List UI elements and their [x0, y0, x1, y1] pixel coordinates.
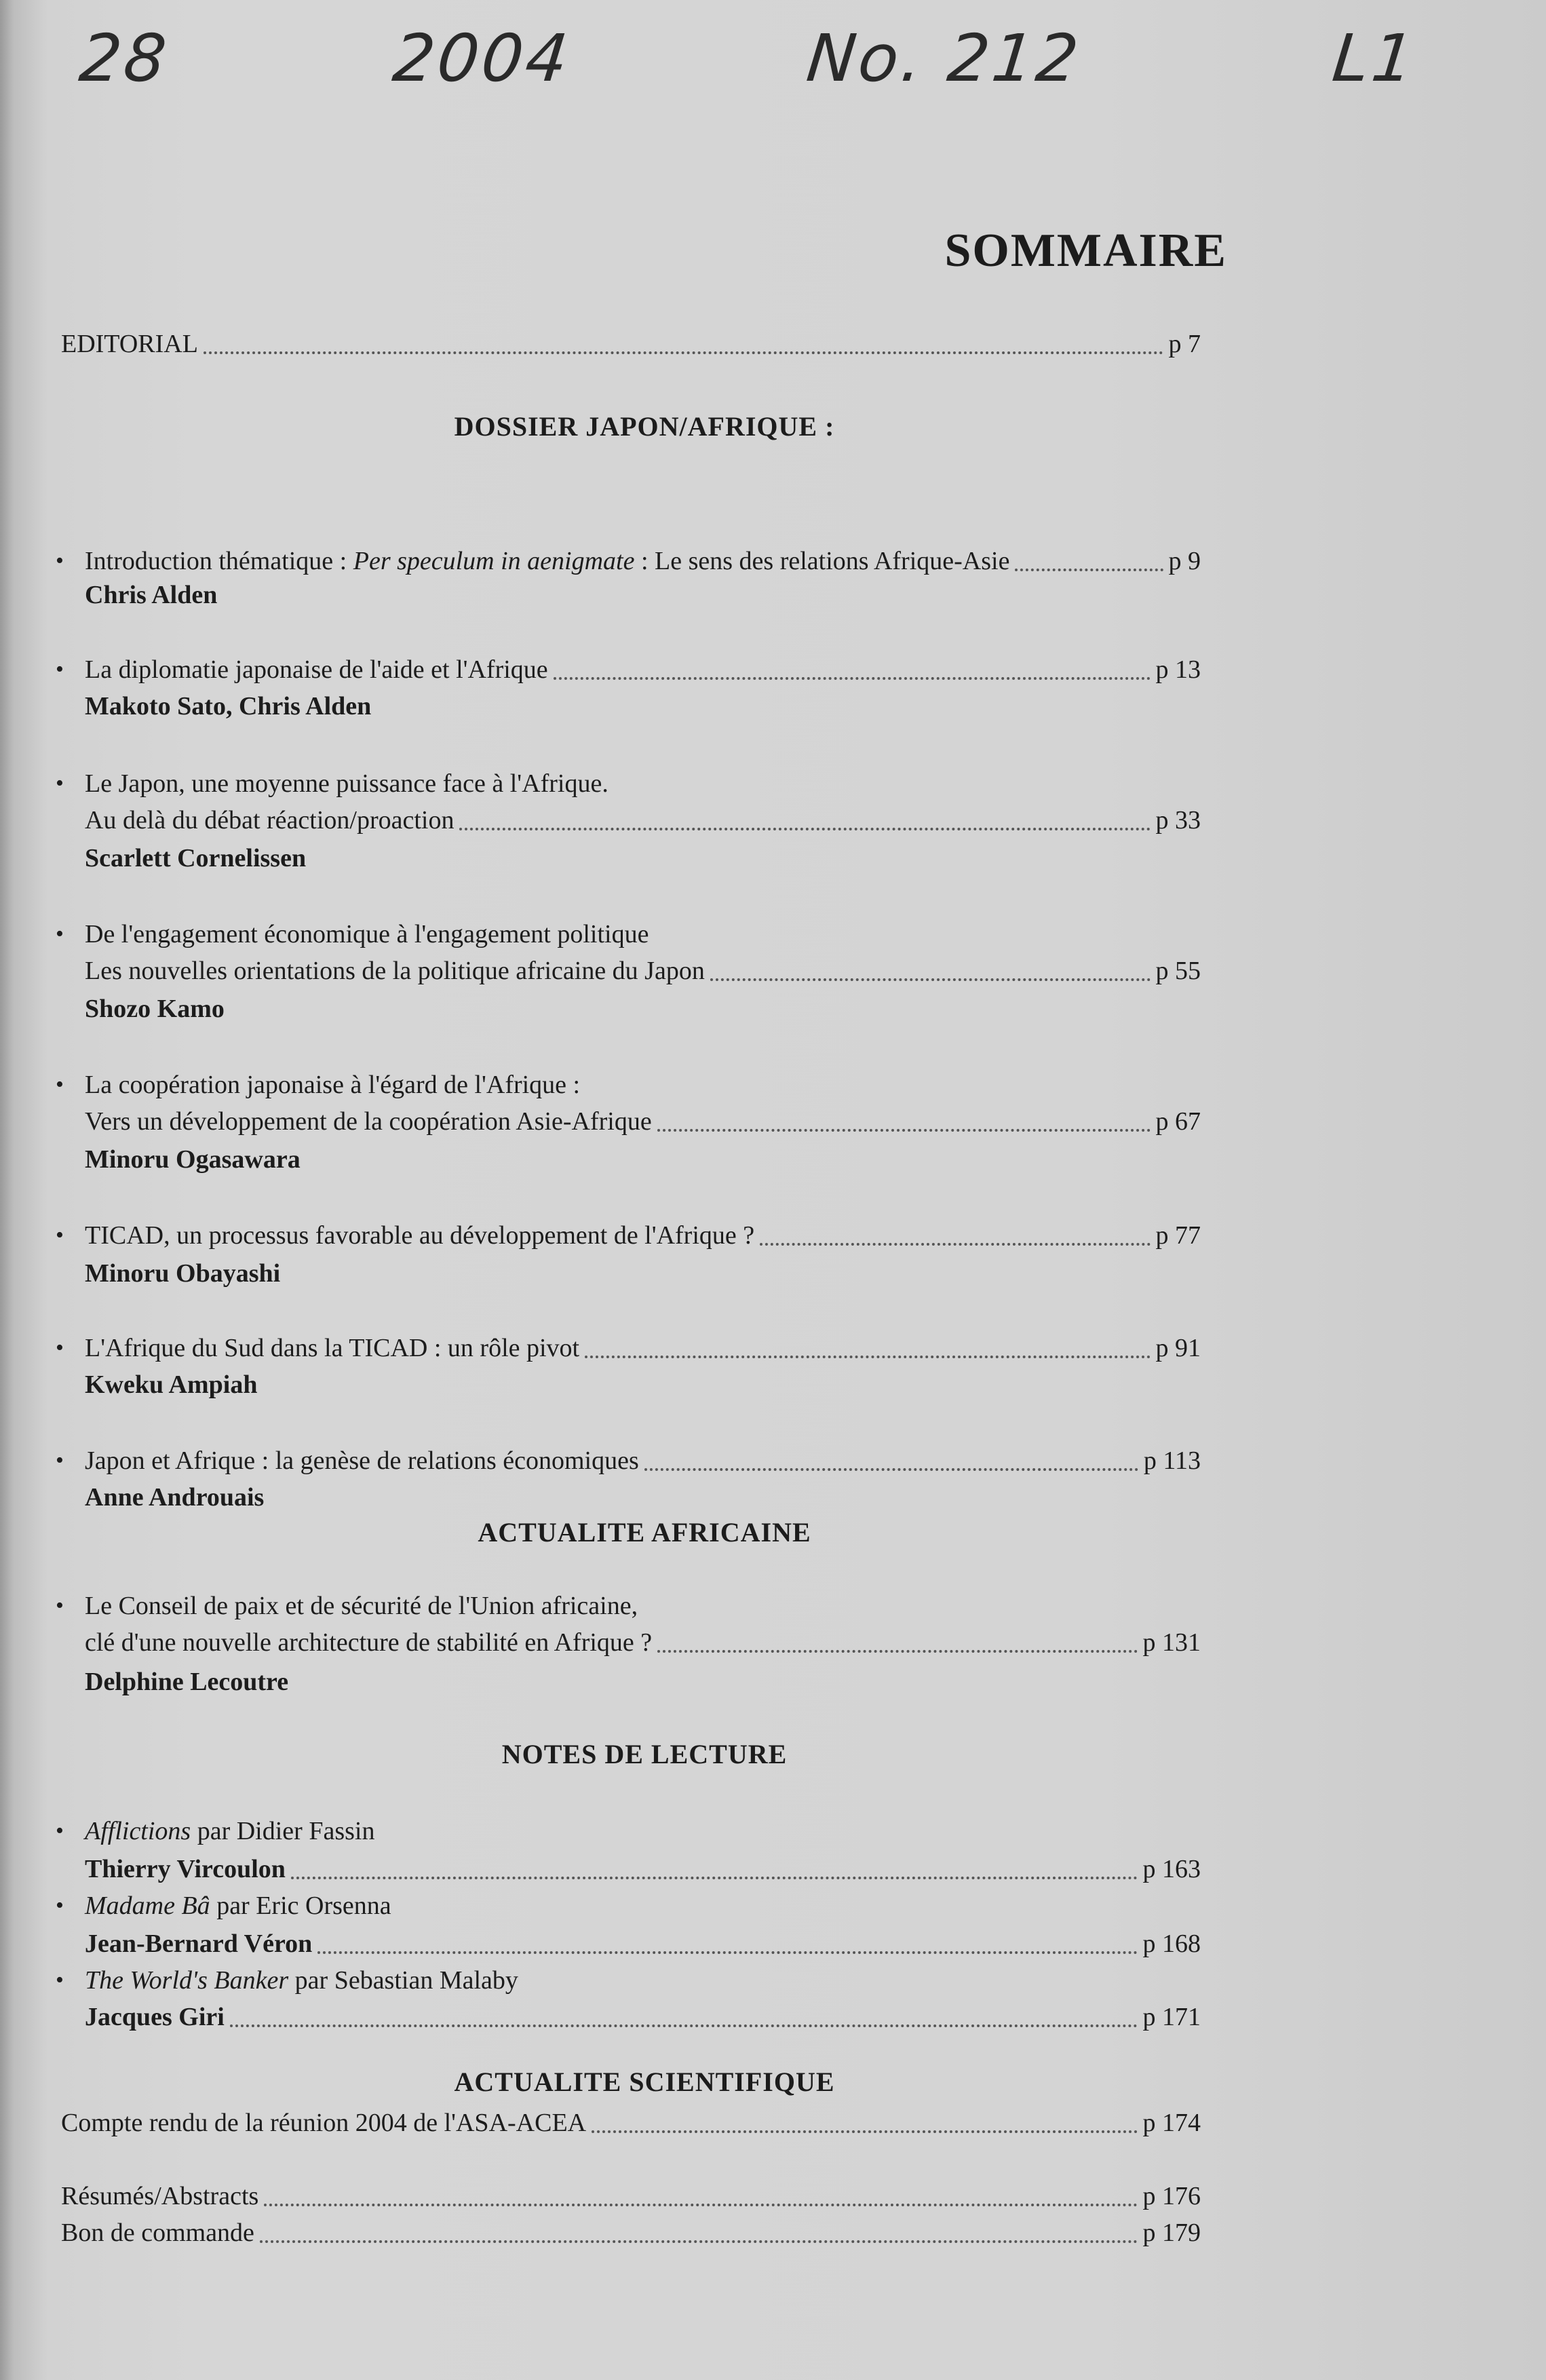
page-title: SOMMAIRE — [944, 225, 1227, 277]
toc-entry-4 — [85, 1103, 1201, 1140]
toc-entry-1 — [85, 651, 1201, 688]
bullet-icon: • — [56, 1593, 64, 1618]
toc-label: La coopération japonaise à l'égard de l'Afrique : — [85, 1071, 581, 1099]
toc-label: Le Conseil de paix et de sécurité de l'Union africaine, — [85, 1592, 638, 1620]
leader-dots — [230, 2024, 1138, 2027]
toc-author: Scarlett Cornelissen — [85, 844, 307, 872]
toc-entry-6 — [85, 1330, 1201, 1366]
toc-entry-7 — [85, 1442, 1201, 1479]
toc-page: p 33 — [1155, 806, 1201, 834]
toc-author: Delphine Lecoutre — [85, 1668, 289, 1696]
bullet-icon: • — [56, 771, 64, 796]
toc-label: La diplomatie japonaise de l'aide et l'Afrique — [85, 655, 548, 684]
toc-page: p 77 — [1155, 1221, 1201, 1250]
bullet-icon: • — [56, 1223, 64, 1248]
toc-label: Japon et Afrique : la genèse de relations économiques — [85, 1446, 639, 1475]
note-title-post: par Eric Orsenna — [210, 1892, 391, 1920]
toc-author: Anne Androuais — [85, 1483, 265, 1512]
handwritten-note-1: 28 — [76, 20, 173, 96]
toc-label: Au delà du débat réaction/proaction — [85, 806, 455, 834]
toc-page: p 13 — [1155, 655, 1201, 684]
leader-dots — [657, 1650, 1137, 1653]
bullet-icon: • — [56, 1335, 64, 1360]
bullet-icon: • — [56, 657, 64, 682]
toc-label — [85, 543, 1009, 579]
note-title-italic: The World's Banker — [85, 1966, 289, 1995]
toc-page: p 91 — [1155, 1334, 1201, 1362]
toc-entry-2 — [85, 802, 1201, 839]
toc-label: Compte rendu de la réunion 2004 de l'ASA-ACEA — [61, 2109, 587, 2137]
toc-page: p 168 — [1142, 1930, 1201, 1958]
toc-label: Le Japon, une moyenne puissance face à l'Afrique. — [85, 769, 608, 798]
toc-author: Jacques Giri — [85, 2003, 225, 2031]
toc-label: EDITORIAL — [61, 330, 198, 358]
note-entry-1 — [85, 1925, 1201, 1962]
toc-page: p 171 — [1142, 2003, 1201, 2031]
toc-label: TICAD, un processus favorable au développement de l'Afrique ? — [85, 1221, 755, 1250]
handwritten-note-2: 2004 — [389, 20, 575, 96]
leader-dots — [585, 1356, 1150, 1358]
toc-author: Thierry Vircoulon — [85, 1855, 286, 1883]
bullet-icon: • — [56, 1968, 64, 1993]
toc-label: Vers un développement de la coopération Asie-Afrique — [85, 1107, 652, 1136]
leader-dots — [710, 978, 1151, 981]
toc-label-post: : Le sens des relations Afrique-Asie — [634, 547, 1010, 575]
bullet-icon: • — [56, 1072, 64, 1097]
toc-page: p 176 — [1142, 2182, 1201, 2210]
toc-label: Les nouvelles orientations de la politique africaine du Japon — [85, 957, 705, 985]
leader-dots — [760, 1243, 1150, 1246]
toc-page: p 163 — [1142, 1855, 1201, 1883]
section-heading-notes: NOTES DE LECTURE — [501, 1739, 788, 1769]
toc-page: p 9 — [1168, 547, 1201, 575]
note-title — [85, 1887, 391, 1924]
leader-dots — [592, 2130, 1137, 2133]
toc-order-form — [61, 2214, 1201, 2251]
toc-page: p 179 — [1142, 2219, 1201, 2247]
section-heading-actualite-africaine: ACTUALITE AFRICAINE — [478, 1517, 811, 1548]
bullet-icon: • — [56, 1448, 64, 1473]
section-heading-dossier: DOSSIER JAPON/AFRIQUE : — [454, 411, 835, 442]
note-title — [85, 1813, 374, 1849]
toc-author: Chris Alden — [85, 581, 218, 609]
toc-abstracts — [61, 2178, 1201, 2214]
leader-dots — [1015, 569, 1163, 571]
toc-author: Jean-Bernard Véron — [85, 1930, 313, 1958]
toc-label: De l'engagement économique à l'engagement politique — [85, 920, 649, 948]
note-entry-2 — [85, 1999, 1201, 2035]
toc-label-pre: Introduction thématique : — [85, 547, 353, 575]
toc-entry-3 — [85, 953, 1201, 989]
toc-page: p 7 — [1168, 330, 1201, 358]
toc-label: Bon de commande — [61, 2219, 254, 2247]
note-title-italic: Madame Bâ — [85, 1892, 210, 1920]
toc-entry-5 — [85, 1217, 1201, 1254]
bullet-icon: • — [56, 921, 64, 946]
handwritten-note-4: L1 — [1329, 20, 1421, 96]
note-title-italic: Afflictions — [85, 1817, 191, 1845]
leader-dots — [554, 677, 1151, 680]
bullet-icon: • — [56, 1893, 64, 1918]
note-title-post: par Sebastian Malaby — [288, 1966, 518, 1995]
toc-author: Minoru Ogasawara — [85, 1145, 301, 1174]
toc-entry-0 — [85, 543, 1201, 579]
toc-page: p 174 — [1142, 2109, 1201, 2137]
leader-dots — [644, 1468, 1138, 1471]
leader-dots — [317, 1951, 1137, 1954]
toc-author: Kweku Ampiah — [85, 1370, 258, 1399]
leader-dots — [260, 2240, 1138, 2243]
leader-dots — [264, 2204, 1137, 2206]
bullet-icon: • — [56, 548, 64, 573]
toc-label: clé d'une nouvelle architecture de stabilité en Afrique ? — [85, 1628, 653, 1657]
leader-dots — [204, 351, 1163, 354]
toc-label: Résumés/Abstracts — [61, 2182, 259, 2210]
toc-scientific — [61, 2105, 1201, 2141]
note-title — [85, 1962, 518, 1999]
section-heading-actualite-scientifique: ACTUALITE SCIENTIFIQUE — [454, 2067, 835, 2097]
note-title-post: par Didier Fassin — [191, 1817, 375, 1845]
toc-editorial — [61, 326, 1201, 362]
toc-page: p 113 — [1143, 1446, 1201, 1475]
toc-page: p 55 — [1155, 957, 1201, 985]
toc-label-italic: Per speculum in aenigmate — [353, 547, 635, 575]
toc-page: p 131 — [1142, 1628, 1201, 1657]
bullet-icon: • — [56, 1818, 64, 1843]
handwritten-note-3: No. 212 — [803, 20, 1085, 96]
note-entry-0 — [85, 1851, 1201, 1887]
toc-entry-8 — [85, 1624, 1201, 1661]
leader-dots — [459, 828, 1150, 830]
toc-author: Makoto Sato, Chris Alden — [85, 692, 372, 721]
leader-dots — [291, 1877, 1138, 1879]
toc-page: p 67 — [1155, 1107, 1201, 1136]
toc-label: L'Afrique du Sud dans la TICAD : un rôle pivot — [85, 1334, 580, 1362]
toc-author: Minoru Obayashi — [85, 1259, 281, 1288]
toc-author: Shozo Kamo — [85, 995, 225, 1023]
leader-dots — [657, 1129, 1151, 1132]
